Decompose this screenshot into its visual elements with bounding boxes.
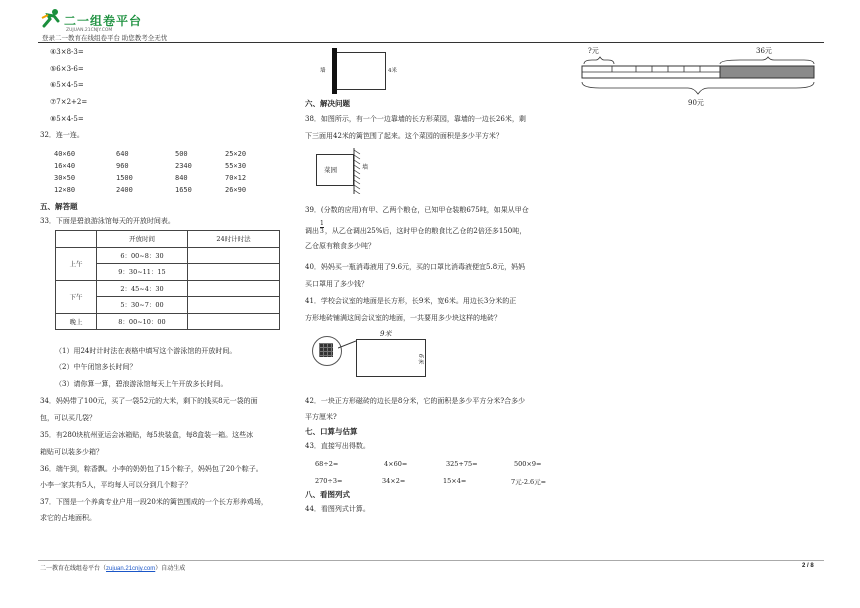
question-39: 39．(分数的应用)有甲、乙两个粮仓，已知甲仓装粮675吨，如果从甲仓 [305,206,529,214]
q39-post: ，从乙仓调出25%后，这时甲仓的粮食比乙仓的2倍还多150吨， [324,227,527,235]
figure-41 [312,330,442,382]
page-number: 2 / 8 [802,563,814,569]
question-32: 32．连一连。 [40,131,84,139]
grid-cell: 1650 [175,186,192,194]
grid-cell: 2400 [116,186,133,194]
wall-label: 墙 [362,164,369,171]
segment-bar [580,52,820,100]
grid-cell: 30×50 [54,174,76,182]
time-2: 9：30~11：15 [97,264,188,281]
question-33: 33．下面是碧浪游泳馆每天的开放时间表。 [40,217,175,225]
time-3: 2：45~4：30 [97,280,188,297]
answer-cell-3 [188,280,280,297]
calc-item: 325+75= [446,460,478,468]
grid-cell: 70×12 [225,174,247,182]
schedule-table [55,230,280,330]
exercise-7: ⑦7×2+2= [50,98,88,106]
label-evening: 晚上 [56,313,97,330]
footer-link[interactable]: zujuan.21cnjy.com [106,566,156,572]
question-34-cont: 包，可以买几袋？ [40,414,96,422]
tile-square [319,343,333,357]
section-6-title: 六、解决问题 [305,99,350,108]
answer-cell-5 [188,313,280,330]
question-35: 35．有280块杭州亚运会冰箱贴，每5块装盒，每8盒装一箱。这些冰 [40,431,254,439]
logo-url: ZUJUAN.21CNJY.COM [66,28,113,33]
question-33-1: （1）用24时计时法在表格中填写这个游泳馆的开放时间。 [55,347,237,355]
grid-cell: 25×20 [225,150,247,158]
calc-item: 68÷2= [315,460,339,468]
footer-divider [38,560,824,561]
exercise-6: ⑥5×4-5= [50,81,84,89]
answer-cell-4 [188,297,280,314]
garden-label: 菜园 [324,166,337,174]
question-37-cont: 求它的占地面积。 [40,514,96,522]
question-35-cont: 箱贴可以装多少箱？ [40,448,103,456]
figure-38 [316,148,376,194]
total-label: 90元 [688,99,704,107]
hatched-wall-icon [353,148,361,194]
question-43: 43．直接写出得数。 [305,442,370,450]
footer-text [40,563,185,572]
question-33-2: （2）中午闭馆多长时间？ [55,363,137,371]
time-5: 8：00~10：00 [97,313,188,330]
time-1: 6：00~8：30 [97,247,188,264]
exercise-5: ⑤6×3-6= [50,65,84,73]
grid-cell: 40×60 [54,150,76,158]
pointer-line-icon [338,340,356,350]
fraction-denominator: 3 [320,228,324,235]
calc-item: 270÷3= [315,477,343,485]
exercise-8: ⑧5×4-5= [50,115,84,123]
question-44: 44．看图列式计算。 [305,505,370,513]
runner-logo-icon [40,8,62,28]
question-39-end: 乙仓原有粮食多少吨？ [305,242,375,250]
grid-cell: 960 [116,162,129,170]
section-8-title: 八、看图列式 [305,490,350,499]
question-42: 42．一块正方形磁砖的边长是8分米，它的面积是多少平方分米?合多少 [305,397,526,405]
width-label: 4米 [388,68,397,74]
section-5-title: 五、解答题 [40,202,78,211]
coop-rect [337,52,386,90]
room-length-label: 9米 [380,330,392,338]
room-width-label: 6米 [417,354,424,364]
answer-cell-2 [188,264,280,281]
calc-item: 7元-2.6元= [511,478,547,486]
calc-item: 4×60= [384,460,408,468]
grid-cell: 840 [175,174,188,182]
unknown-label: ?元 [588,47,599,55]
label-morning: 上午 [56,247,97,280]
question-41-cont: 方形地砖铺满这间会议室的地面，一共要用多少块这样的地砖？ [305,314,501,322]
calc-item: 500×9= [514,460,542,468]
exercise-4: ④3×8-3= [50,48,84,56]
label-afternoon: 下午 [56,280,97,313]
grid-cell: 500 [175,150,188,158]
grid-cell: 2340 [175,162,192,170]
footer-suffix: ）自动生成 [155,566,186,572]
header-24h: 24时计时法 [188,231,280,248]
grid-cell: 16×40 [54,162,76,170]
grid-cell: 26×90 [225,186,247,194]
grid-cell: 1500 [116,174,133,182]
logo-text: 二一组卷平台 [64,14,143,28]
question-36: 36．端午到，粽香飘。小李的奶奶包了15个粽子，妈妈包了20个粽子。 [40,465,263,473]
grid-cell: 55×30 [225,162,247,170]
grid-cell: 12×80 [54,186,76,194]
time-4: 5：30~7：00 [97,297,188,314]
question-38-cont: 下三面用42米的篱笆围了起来。这个菜园的面积是多少平方米？ [305,132,503,140]
calc-item: 34×2= [382,477,406,485]
question-36-cont: 小李一家共有5人，平均每人可以分到几个粽子？ [40,481,192,489]
wall-label: 墙 [320,68,326,74]
question-41: 41．学校会议室的地面是长方形，长9米，宽6米。用边长3分米的正 [305,297,517,305]
calc-item: 15×4= [443,477,467,485]
fraction [320,220,324,235]
question-33-3: （3）请你算一算，碧浪游泳馆每天上午开放多长时间。 [55,380,228,388]
question-39-cont [305,220,526,235]
part-label: 36元 [756,47,772,55]
table-corner [56,231,97,248]
question-40: 40．妈妈买一瓶消毒液用了9.6元，买的口罩比消毒液便宜5.8元，妈妈 [305,263,526,271]
header-open-time: 开放时间 [97,231,188,248]
question-42-cont: 平方厘米? [305,413,337,421]
question-38: 38．如图所示，有一个一边靠墙的长方形菜园，靠墙的一边长26米，剩 [305,115,526,123]
answer-cell-1 [188,247,280,264]
header-divider [38,42,824,43]
section-7-title: 七、口算与估算 [305,427,358,436]
footer-prefix: 二一教育在线组卷平台（ [40,566,107,572]
grid-cell: 640 [116,150,129,158]
q39-pre: 调出 [305,227,319,235]
figure-37 [318,48,408,94]
room-rect [356,339,426,377]
fraction-numerator: 1 [320,220,324,227]
question-40-cont: 买口罩用了多少钱？ [305,280,368,288]
question-37: 37．下图是一个养禽专业户用一段20米的篱笆围成的一个长方形养鸡场， [40,498,268,506]
segment-diagram [580,46,820,110]
header-subtitle: 登录二一教育在线组卷平台 助您教考全无忧 [42,35,168,42]
question-34: 34．妈妈带了100元，买了一袋52元的大米，剩下的钱买8元一袋的面 [40,397,258,405]
